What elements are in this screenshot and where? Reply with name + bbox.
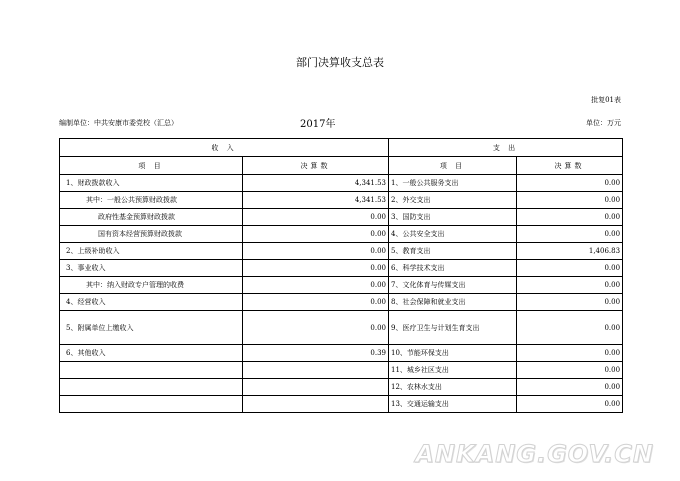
expense-item: 7、文化体育与传媒支出 xyxy=(389,277,517,294)
expense-amount: 0.00 xyxy=(517,362,623,379)
income-item: 5、附属单位上缴收入 xyxy=(60,311,243,345)
income-item: 3、事业收入 xyxy=(60,260,243,277)
income-item: 4、经营收入 xyxy=(60,294,243,311)
income-item: 其中：一般公共预算财政拨款 xyxy=(60,192,243,209)
section-header-row xyxy=(60,139,623,157)
income-amount xyxy=(243,379,389,396)
expense-amount: 0.00 xyxy=(517,379,623,396)
expense-item: 13、交通运输支出 xyxy=(389,396,517,413)
income-amount: 0.00 xyxy=(243,277,389,294)
income-item: 1、财政拨款收入 xyxy=(60,175,243,192)
column-header-row xyxy=(60,157,623,175)
expense-amount: 0.00 xyxy=(517,226,623,243)
income-amount: 0.00 xyxy=(243,209,389,226)
expense-amount: 0.00 xyxy=(517,294,623,311)
expense-amount: 1,406.83 xyxy=(517,243,623,260)
table-row xyxy=(60,226,623,243)
expense-item: 11、城乡社区支出 xyxy=(389,362,517,379)
table-row xyxy=(60,294,623,311)
income-amount: 0.00 xyxy=(243,311,389,345)
table-row xyxy=(60,243,623,260)
income-amount xyxy=(243,362,389,379)
table-row xyxy=(60,311,623,345)
income-item-header: 项 目 xyxy=(60,157,243,175)
table-row xyxy=(60,260,623,277)
income-amount: 4,341.53 xyxy=(243,192,389,209)
expense-amount: 0.00 xyxy=(517,175,623,192)
expense-item: 4、公共安全支出 xyxy=(389,226,517,243)
table-row xyxy=(60,362,623,379)
expense-amount: 0.00 xyxy=(517,209,623,226)
expense-item: 3、国防支出 xyxy=(389,209,517,226)
income-item: 6、其他收入 xyxy=(60,345,243,362)
table-row xyxy=(60,192,623,209)
income-amount: 0.39 xyxy=(243,345,389,362)
expense-item: 12、农林水支出 xyxy=(389,379,517,396)
expense-item: 8、社会保障和就业支出 xyxy=(389,294,517,311)
site-watermark: ANKANG.GOV.CN xyxy=(415,440,654,468)
income-item: 政府性基金预算财政拨款 xyxy=(60,209,243,226)
expense-item: 2、外交支出 xyxy=(389,192,517,209)
expense-item: 9、医疗卫生与计划生育支出 xyxy=(389,311,517,345)
income-item: 其中：纳入财政专户管理的收费 xyxy=(60,277,243,294)
income-item xyxy=(60,396,243,413)
expense-item: 6、科学技术支出 xyxy=(389,260,517,277)
expense-amount: 0.00 xyxy=(517,277,623,294)
expense-item-header: 项 目 xyxy=(389,157,517,175)
income-amount: 0.00 xyxy=(243,226,389,243)
fiscal-year: 2017年 xyxy=(300,119,336,130)
income-item: 2、上级补助收入 xyxy=(60,243,243,260)
income-amount-header: 决算数 xyxy=(243,157,389,175)
table-row xyxy=(60,277,623,294)
income-expense-table xyxy=(59,138,623,413)
expense-section-header: 支 出 xyxy=(389,139,623,157)
expense-amount: 0.00 xyxy=(517,260,623,277)
income-section-header: 收 入 xyxy=(60,139,389,157)
expense-amount: 0.00 xyxy=(517,311,623,345)
table-row xyxy=(60,209,623,226)
currency-unit: 单位：万元 xyxy=(586,119,621,127)
expense-amount: 0.00 xyxy=(517,192,623,209)
expense-item: 10、节能环保支出 xyxy=(389,345,517,362)
expense-amount: 0.00 xyxy=(517,396,623,413)
income-amount: 4,341.53 xyxy=(243,175,389,192)
income-amount: 0.00 xyxy=(243,294,389,311)
table-row xyxy=(60,379,623,396)
table-row xyxy=(60,396,623,413)
table-row xyxy=(60,345,623,362)
income-amount xyxy=(243,396,389,413)
table-row xyxy=(60,175,623,192)
income-amount: 0.00 xyxy=(243,260,389,277)
income-item xyxy=(60,379,243,396)
income-item xyxy=(60,362,243,379)
table-title: 部门决算收支总表 xyxy=(296,56,384,69)
expense-amount-header: 决算数 xyxy=(517,157,623,175)
income-amount: 0.00 xyxy=(243,243,389,260)
form-number: 批复01表 xyxy=(591,96,621,104)
compiling-unit: 编制单位：中共安康市委党校（汇总） xyxy=(59,119,178,127)
expense-item: 1、一般公共服务支出 xyxy=(389,175,517,192)
expense-amount: 0.00 xyxy=(517,345,623,362)
expense-item: 5、教育支出 xyxy=(389,243,517,260)
income-item: 国有资本经营预算财政拨款 xyxy=(60,226,243,243)
